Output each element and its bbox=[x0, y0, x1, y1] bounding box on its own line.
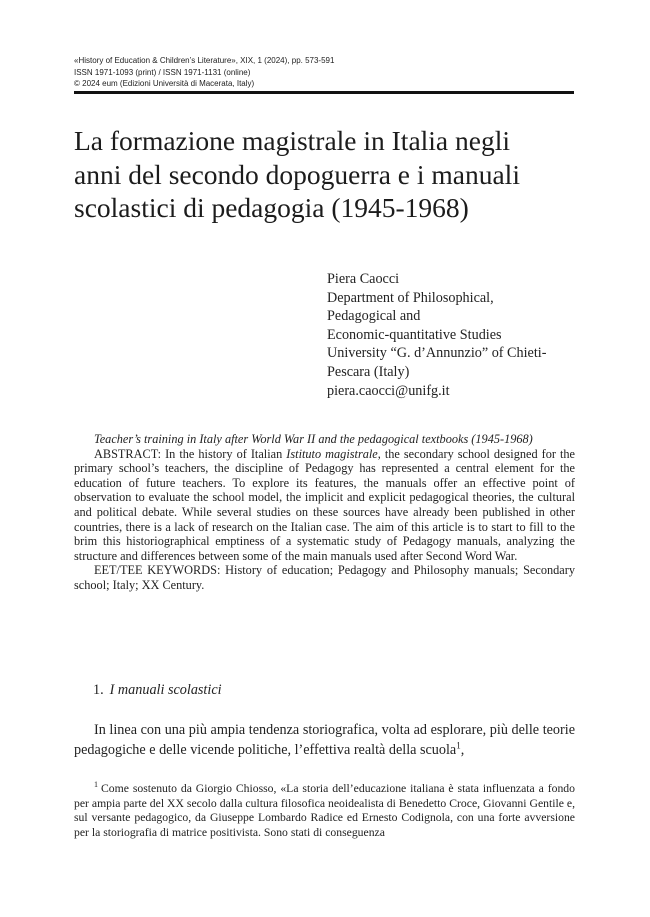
abstract-italic-term: Istituto magistrale bbox=[286, 446, 378, 461]
keywords-paragraph: EET/TEE KEYWORDS: History of education; Pedagogy and Philosophy manuals; Secondary school; Italy; XX Century. bbox=[74, 563, 575, 592]
title-line-1: La formazione magistrale in Italia negli bbox=[74, 125, 510, 156]
journal-header bbox=[74, 55, 574, 90]
article-title bbox=[74, 124, 574, 225]
title-line-2: anni del secondo dopoguerra e i manuali bbox=[74, 158, 520, 190]
section-number: 1. bbox=[93, 682, 104, 698]
affiliation-line: Pedagogical and bbox=[327, 308, 421, 325]
abstract-text-start: In the history of Italian bbox=[165, 446, 283, 461]
body-text: In linea con una più ampia tendenza storiografica, volta ad esplorare, più delle teorie pedagogiche e delle vicende politiche, l’effettiva realtà della scuola bbox=[74, 722, 575, 758]
body-paragraph bbox=[74, 721, 575, 760]
abstract-text-rest: , the secondary school designed for the primary school’s teachers, the discipline of Pedagogy has represented a central element for the education of future teachers. To explore its features, the manuals offer an effective point of observation to evaluate the school model, the implicit and explicit pedagogical theories, the cultural and political debate. While several studies on these sources have already been published in other countries, there is a lack of research on the Italian case. The aim of this article is to start to fill to the brim this historiographical emptiness of a systematic study of Pedagogy manuals, analyzing the structure and differences between some of the main manuals used after Second Word War. bbox=[74, 446, 576, 563]
body-trailing: , bbox=[460, 741, 465, 758]
title-line-3: scolastici di pedagogia (1945-1968) bbox=[74, 192, 469, 223]
abstract-label: ABSTRACT: bbox=[94, 446, 162, 461]
copyright-line: © 2024 eum (Edizioni Università di Macerata, Italy) bbox=[74, 79, 255, 88]
footnote-text: Come sostenuto da Giorgio Chiosso, «La storia dell’educazione italiana è stata influenzata a fondo per ampia parte del XX secolo dalla cultura filosofica neoidealista di Benedetto Croce, Giovanni Gentile e, sul versante pedagogico, da Giuseppe Lombardo Radice ed Ernesto Codignola, con una forte avversione per la storiografia di matrice positivista. Sono stati di conseguenza bbox=[74, 782, 575, 839]
footnote-number: 1 bbox=[94, 780, 98, 790]
section-title: I manuali scolastici bbox=[109, 682, 222, 698]
author-block bbox=[327, 270, 577, 400]
issn-line: ISSN 1971-1093 (print) / ISSN 1971-1131 (online) bbox=[74, 67, 251, 77]
affiliation-line: University “G. d’Annunzio” of Chieti- bbox=[327, 345, 547, 362]
citation-line: «History of Education & Children’s Literature», XIX, 1 (2024), pp. 573-591 bbox=[74, 56, 335, 65]
affiliation-line: Department of Philosophical, bbox=[327, 289, 494, 306]
footnote bbox=[74, 782, 575, 840]
affiliation-line: Pescara (Italy) bbox=[327, 363, 410, 380]
section-heading bbox=[93, 682, 222, 699]
english-title: Teacher’s training in Italy after World War II and the pedagogical textbooks (1945-1968) bbox=[94, 432, 533, 446]
abstract-block bbox=[74, 432, 575, 593]
affiliation-line: Economic-quantitative Studies bbox=[327, 326, 502, 343]
footnote-reference[interactable]: 1 bbox=[456, 739, 461, 750]
author-email[interactable]: piera.caocci@unifg.it bbox=[327, 382, 450, 399]
header-divider bbox=[74, 91, 574, 94]
author-name: Piera Caocci bbox=[327, 271, 400, 287]
abstract-paragraph bbox=[74, 447, 575, 564]
